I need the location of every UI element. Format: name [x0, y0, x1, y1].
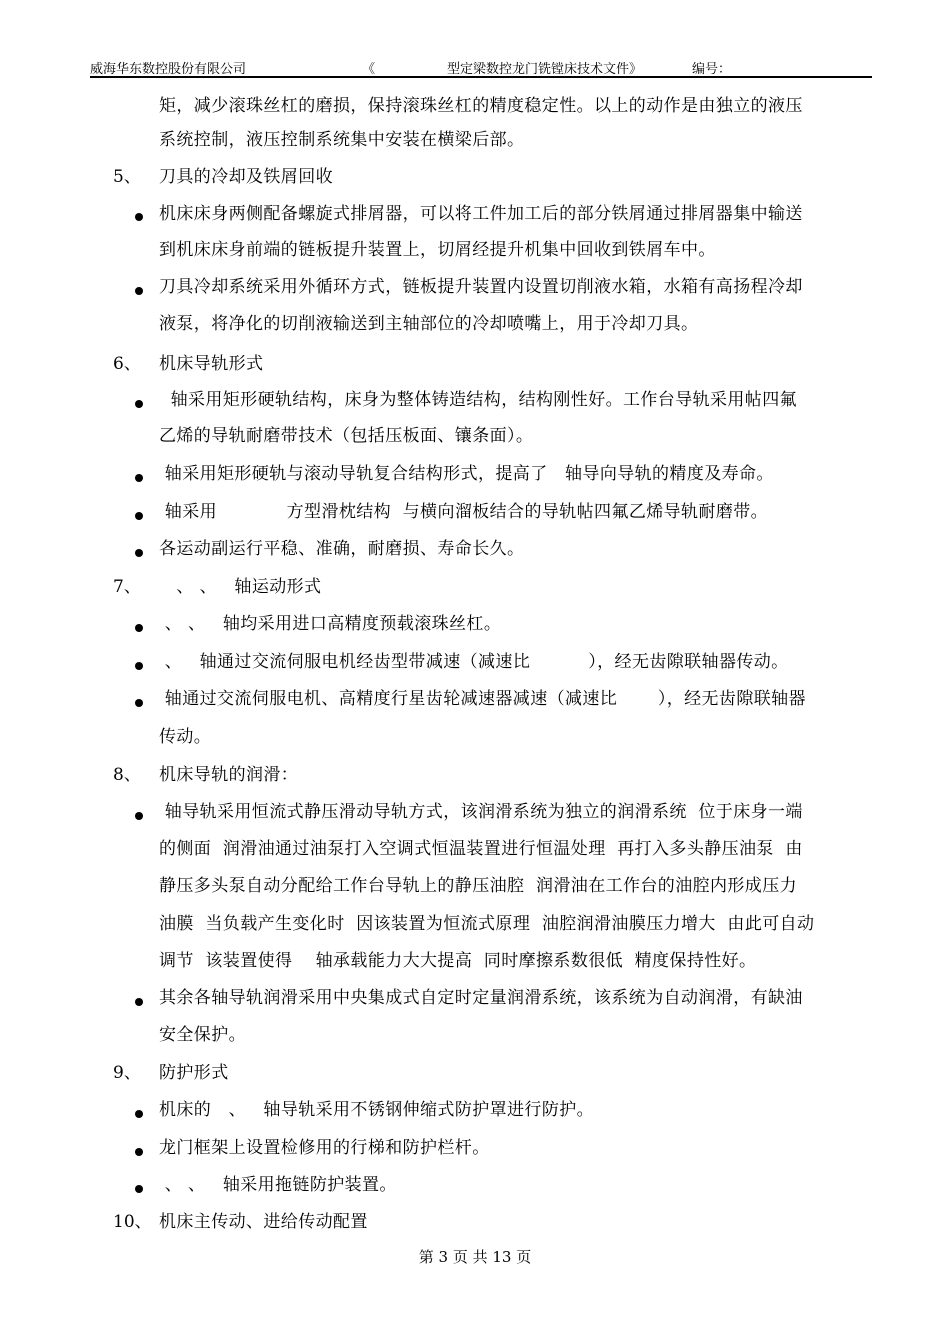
text-line: 传动。 [159, 727, 212, 747]
page-number: 第 3 页 共 13 页 [418, 1248, 532, 1266]
section-number: 9、 [113, 1063, 141, 1083]
text-line: 油膜 当负载产生变化时 因该装置为恒流式原理 油腔润滑油膜压力增大 由此可自动 [159, 914, 815, 934]
bullet-icon [135, 1185, 143, 1193]
section-title: 刀具的冷却及铁屑回收 [159, 167, 333, 187]
bullet-icon [135, 287, 143, 295]
section-number: 5、 [113, 167, 141, 187]
bullet-icon [135, 699, 143, 707]
list-item: 机床的 、 轴导轨采用不锈钢伸缩式防护罩进行防护。 [159, 1100, 595, 1120]
list-item: 轴采用 方型滑枕结构 与横向溜板结合的导轨帖四氟乙烯导轨耐磨带。 [159, 502, 769, 522]
text-line: 安全保护。 [159, 1025, 246, 1045]
bullet-icon [135, 624, 143, 632]
section-title: 、 、 轴运动形式 [159, 577, 322, 597]
list-item: 刀具冷却系统采用外循环方式，链板提升装置内设置切削液水箱，水箱有高扬程冷却 [159, 277, 803, 297]
header-code-label: 编号： [692, 62, 732, 77]
bullet-icon [135, 1148, 143, 1156]
text-line: 矩，减少滚珠丝杠的磨损，保持滚珠丝杠的精度稳定性。以上的动作是由独立的液压 [159, 96, 803, 116]
list-item: 其余各轴导轨润滑采用中央集成式自定时定量润滑系统，该系统为自动润滑，有缺油 [159, 988, 803, 1008]
page-header [90, 56, 872, 78]
bullet-icon [135, 512, 143, 520]
section-number: 10、 [113, 1212, 152, 1232]
bullet-icon [135, 998, 143, 1006]
list-item: 轴采用矩形硬轨与滚动导轨复合结构形式，提高了 轴导向导轨的精度及寿命。 [159, 464, 774, 484]
bullet-icon [135, 474, 143, 482]
text-line: 液泵，将净化的切削液输送到主轴部位的冷却喷嘴上，用于冷却刀具。 [159, 314, 699, 334]
text-line: 到机床床身前端的链板提升装置上，切屑经提升机集中回收到铁屑车中。 [159, 240, 716, 260]
bullet-icon [135, 400, 143, 408]
bullet-icon [135, 1110, 143, 1118]
text-line: 系统控制，液压控制系统集中安装在横梁后部。 [159, 130, 525, 150]
list-item: 龙门框架上设置检修用的行梯和防护栏杆。 [159, 1138, 490, 1158]
list-item: 轴采用矩形硬轨结构，床身为整体铸造结构，结构刚性好。工作台导轨采用帖四氟 [159, 390, 798, 410]
section-title: 机床主传动、进给传动配置 [159, 1212, 368, 1232]
section-number: 7、 [113, 577, 141, 597]
list-item: 各运动副运行平稳、准确，耐磨损、寿命长久。 [159, 539, 525, 559]
section-number: 6、 [113, 354, 141, 374]
bullet-icon [135, 662, 143, 670]
text-line: 乙烯的导轨耐磨带技术（包括压板面、镶条面）。 [159, 426, 534, 446]
section-title: 机床导轨形式 [159, 354, 264, 374]
text-line: 的侧面 润滑油通过油泵打入空调式恒温装置进行恒温处理 再打入多头静压油泵 由 [159, 839, 803, 859]
section-number: 8、 [113, 765, 141, 785]
header-doc-title: 型定梁数控龙门铣镗床技术文件》 [447, 62, 643, 77]
bullet-icon [135, 812, 143, 820]
list-item: 、 轴通过交流伺服电机经齿型带减速（减速比 ），经无齿隙联轴器传动。 [159, 652, 789, 672]
list-item: 、 、 轴采用拖链防护装置。 [159, 1175, 397, 1195]
list-item: 轴导轨采用恒流式静压滑动导轨方式，该润滑系统为独立的润滑系统 位于床身一端 [159, 802, 803, 822]
text-line: 静压多头泵自动分配给工作台导轨上的静压油腔 润滑油在工作台的油腔内形成压力 [159, 876, 798, 896]
bullet-icon [135, 549, 143, 557]
list-item: 机床床身两侧配备螺旋式排屑器，可以将工件加工后的部分铁屑通过排屑器集中输送 [159, 204, 803, 224]
header-company: 威海华东数控股份有限公司 [90, 62, 247, 77]
section-title: 机床导轨的润滑： [159, 765, 299, 785]
list-item: 、 、 轴均采用进口高精度预载滚珠丝杠。 [159, 614, 502, 634]
header-book-open: 《 [362, 62, 376, 77]
text-line: 调节 该装置使得 轴承载能力大大提高 同时摩擦系数很低 精度保持性好。 [159, 951, 757, 971]
list-item: 轴通过交流伺服电机、高精度行星齿轮减速器减速（减速比 ），经无齿隙联轴器 [159, 689, 806, 709]
section-title: 防护形式 [159, 1063, 229, 1083]
bullet-icon [135, 213, 143, 221]
